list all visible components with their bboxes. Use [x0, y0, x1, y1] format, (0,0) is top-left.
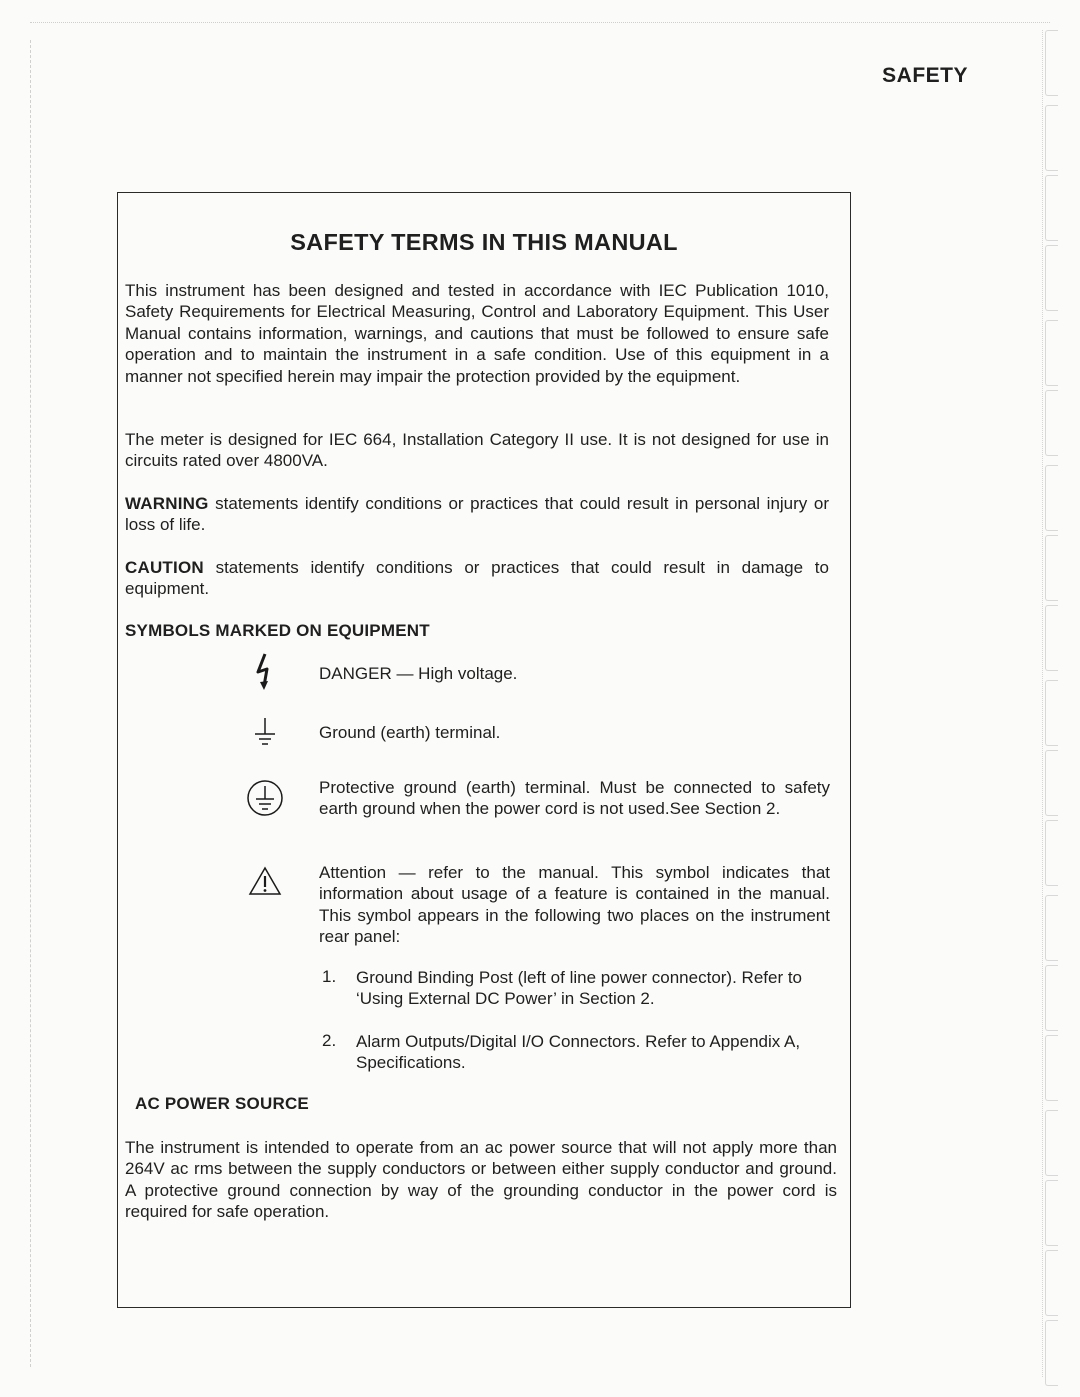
index-tab: [1045, 1110, 1058, 1176]
ground-icon: [245, 713, 285, 753]
index-tab: [1045, 1035, 1058, 1101]
ac-power-paragraph: The instrument is intended to operate from an ac power source that will not apply more than 264V ac rms between the supply conductors or between either supply conductor and ground. A protective ground connection by way of the grounding conductor in the power cord is required for safe operation.: [125, 1138, 837, 1222]
index-tab: [1045, 680, 1058, 746]
attention-icon: [245, 861, 285, 901]
index-tab: [1045, 465, 1058, 531]
index-tab: [1045, 820, 1058, 886]
index-tab: [1045, 320, 1058, 386]
index-tab: [1045, 1180, 1058, 1246]
scan-edge-top: [30, 22, 1050, 23]
index-tab: [1045, 605, 1058, 671]
warning-term: WARNING: [125, 494, 209, 513]
index-tab: [1045, 245, 1058, 311]
section-header: SAFETY: [882, 64, 968, 87]
index-tab: [1045, 750, 1058, 816]
index-tab: [1045, 535, 1058, 601]
list-item: Alarm Outputs/Digital I/O Connectors. Refer to Appendix A, Specifications.: [356, 1032, 801, 1073]
scan-edge-left: [30, 40, 31, 1367]
box-title: SAFETY TERMS IN THIS MANUAL: [290, 229, 678, 255]
symbol-text-ground: Ground (earth) terminal.: [319, 723, 501, 742]
index-tab: [1045, 390, 1058, 456]
symbol-text-attention: Attention — refer to the manual. This symbol indicates that information about usage of a feature is contained in the manual. This symbol appears in the following two places on the instrument rear panel:: [319, 863, 830, 947]
intro-paragraph: This instrument has been designed and tested in accordance with IEC Publication 1010, Safety Requirements for Electrical Measuring, Control and Laboratory Equipment. This User Manual contains information, warnings, and cautions that must be followed to ensure safe operation and to maintain the instrument in a safe condition. Use of this equipment in a manner not specified herein may impair the protection provided by the equipment.: [125, 281, 829, 386]
high-voltage-icon: [245, 652, 285, 692]
index-tab: [1045, 1320, 1058, 1386]
caution-text: statements identify conditions or practices that could result in damage to equipment.: [125, 558, 829, 599]
list-item-number: 2.: [322, 1031, 337, 1050]
ac-power-heading: AC POWER SOURCE: [135, 1094, 309, 1113]
protective-ground-icon: [245, 778, 285, 818]
caution-paragraph: [125, 557, 829, 600]
symbol-text-protective-ground: Protective ground (earth) terminal. Must be connected to safety earth ground when the power cord is not used.See Section 2.: [319, 778, 830, 819]
symbols-heading: SYMBOLS MARKED ON EQUIPMENT: [125, 621, 430, 640]
index-tab: [1045, 175, 1058, 241]
index-tab: [1045, 895, 1058, 961]
caution-term: CAUTION: [125, 558, 204, 577]
index-tab: [1045, 105, 1058, 171]
warning-paragraph: [125, 493, 829, 536]
scan-edge-right: [1042, 30, 1043, 1377]
symbol-text-high-voltage: DANGER — High voltage.: [319, 664, 518, 683]
warning-text: statements identify conditions or practices that could result in personal injury or loss of life.: [125, 494, 829, 535]
safety-terms-box: [117, 192, 851, 1308]
index-tab: [1045, 1250, 1058, 1316]
index-tab: [1045, 30, 1058, 96]
list-item-number: 1.: [322, 967, 337, 986]
index-tab: [1045, 965, 1058, 1031]
list-item: Ground Binding Post (left of line power connector). Refer to ‘Using External DC Power’ in Section 2.: [356, 968, 803, 1009]
meter-paragraph: The meter is designed for IEC 664, Installation Category II use. It is not designed for use in circuits rated over 4800VA.: [125, 430, 829, 471]
